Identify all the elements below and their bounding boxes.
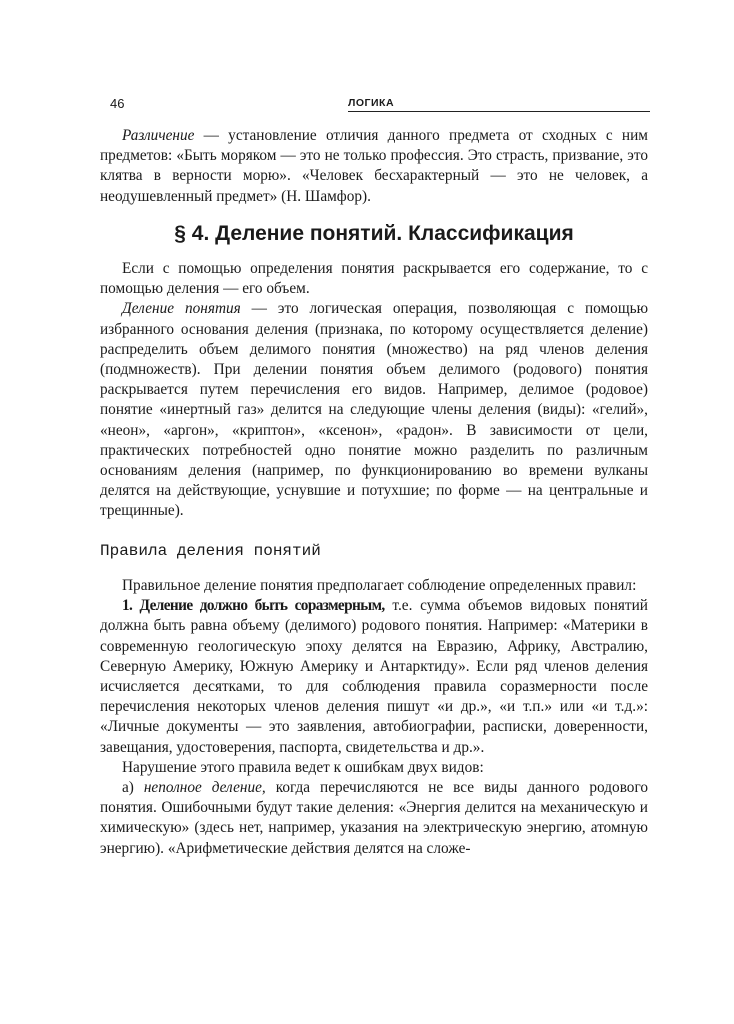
text-block-middle [100,259,648,522]
running-title: ЛОГИКА [348,97,395,109]
paragraph-rule-1 [100,596,648,758]
header-rule [348,111,650,112]
paragraph-distinction-text: — установление отличия данного предмета от сходных с ним предметов: «Быть моряком — это не только профессия. Это страсть, призвание, это клятва в верности морю». «Человек бесхарактерный — это не человек, а неодушевленный предмет» (Н. Шамфор). [100,127,648,205]
rule-1-label: 1. Деление должно быть соразмерным, [122,597,385,615]
paragraph-definition [100,299,648,521]
paragraph-definition-text: — это логическая операция, позволяющая с помощью избранного основания деления (признака, по которому осуществляется деление) распределить объем делимого понятия (множество) на ряд членов деления (подмножеств). При делении понятия объем делимого (родового) понятия раскрывается путем перечисления его видов. Например, делимое (родовое) понятие «инертный газ» делится на следующие члены деления (виды): «гелий», «неон», «аргон», «криптон», «ксенон», «радон». В зависимости от цели, практических потребностей одно понятие можно разделить по различным основаниям деления (например, по функционированию во времени вулканы делятся на действующие, уснувшие и потухшие; по форме — на центральные и трещинные). [100,300,648,520]
paragraph-intro: Если с помощью определения понятия раскрывается его содержание, то с помощью деления — его объем. [100,260,648,298]
subsection-title: Правила деления понятий [100,542,321,560]
term-distinction: Различение [122,127,195,144]
page-number: 46 [110,96,125,111]
text-block-top [100,126,648,207]
page-header [110,96,650,112]
incomplete-division-text: когда перечисляются не все виды данного родового понятия. Ошибочными будут такие деления: «Энергия делится на механическую и химическую» (здесь нет, например, указания на электрическую энергию, атомную энергию). «Арифметические действия делятся на сложе- [100,779,648,857]
paragraph-rules-intro: Правильное деление понятия предполагает соблюдение определенных правил: [122,577,637,594]
text-block-bottom [100,576,648,859]
rule-1-text: т.е. сумма объемов видовых понятий должна быть равна объему (делимого) родового понятия. Например: «Материки в современную геологическую эпоху делятся на Евразию, Африку, Австралию, Северную Америку, Южную Америку и Антарктиду». Если ряд членов деления исчисляется десятками, то для соблюдения правила соразмерности после перечисления некоторых членов деления пишут «и др.», «и т.п.» или «и т.д.»: «Личные документы — это заявления, автобиографии, расписки, доверенности, завещания, удостоверения, паспорта, свидетельства и др.». [100,597,648,756]
section-title: § 4. Деление понятий. Классификация [174,222,574,245]
paragraph-distinction [100,126,648,207]
paragraph-violation: Нарушение этого правила ведет к ошибкам двух видов: [122,758,484,776]
term-division: Деление понятия [122,300,241,318]
paragraph-incomplete-division [100,778,648,859]
term-incomplete-division: неполное деление, [143,779,266,797]
item-prefix: а) [122,779,144,797]
